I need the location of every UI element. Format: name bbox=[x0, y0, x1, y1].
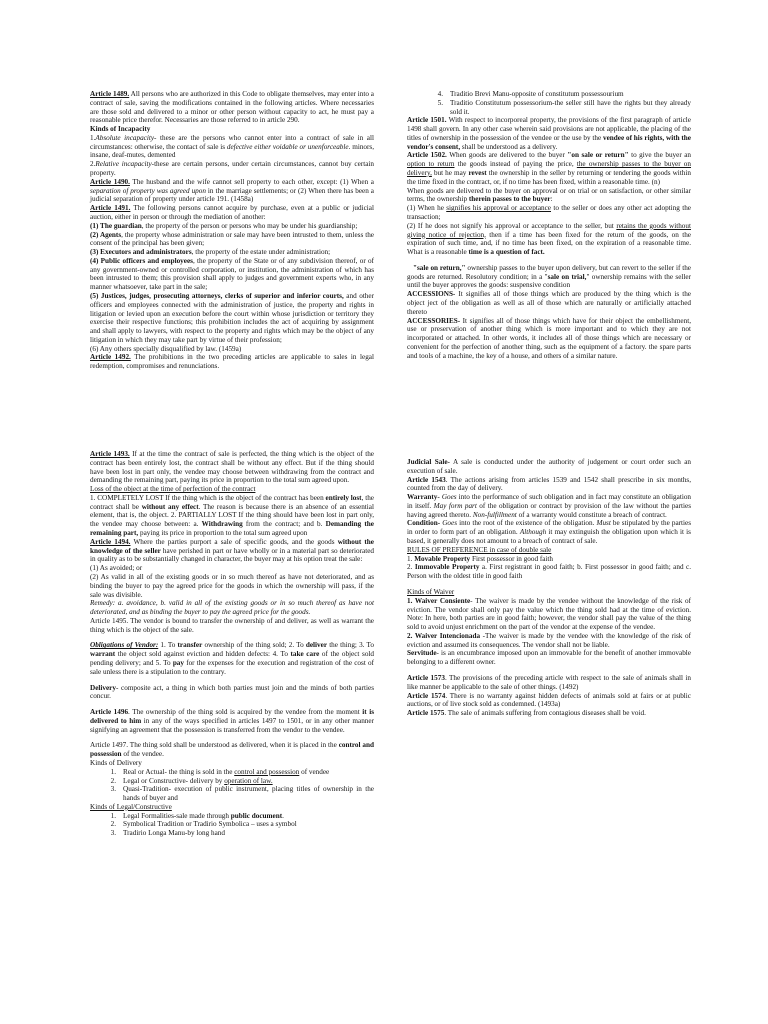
disqualified-public-officers: (4) Public officers and employees, the property of the State or of any subdivision thereof, or of any government-owned or controlled corporation, or institution, the administration of which has been intrusted to them; this provision shall apply to judges and government experts who, in any manner whatsoever, take part in the sale; bbox=[90, 256, 374, 292]
article-1493: Article 1493. If at the time the contract of sale is perfected, the thing which is the object of the contract has been entirely lost, the contract shall be without any effect. But if the thing should have been lost in part only, the vendee may choose between withdrawing from the contract and demanding the remaining part, paying its price in proportion to the total sum agreed upon. bbox=[90, 450, 374, 485]
list-item: 3. Quasi-Tradition- execution of public instrument, placing titles of ownership in the hands of buyer and bbox=[110, 785, 374, 803]
legal-kinds-list bbox=[90, 812, 374, 838]
immovable-property-rule: 2. Immovable Property a. First registrant in good faith; b. First possessor in good faith; and c. Person with the oldest title in good faith bbox=[407, 563, 691, 581]
article-1492: Article 1492. The prohibitions in the two preceding articles are applicable to sales in legal redemption, compromises and renunciations. bbox=[90, 353, 374, 371]
article-1491: Article 1491. The following persons cannot acquire by purchase, even at a public or judicial auction, either in person or through the mediation of another: bbox=[90, 204, 374, 221]
sale-on-return-note: "sale on return," ownership passes to the buyer upon delivery, but can revert to the seller if the goods are returned. Resolutory condition; in a "sale on trial," ownership remains with the seller until the buyer approves the goods: suspensive condition bbox=[407, 263, 691, 290]
articles-1493-1497-block bbox=[90, 450, 374, 838]
waiver-intencionada: 2. Waiver Intencionada -The waiver is made by the vendee with the knowledge of the risk of eviction and assumed its consequences. The vendor shall not be liable. bbox=[407, 631, 691, 649]
loss-rules: 1. COMPLETELY LOST If the thing which is the object of the contract has been entirely lost, the contract shall be without any effect. The reason is because there is an absence of an essential element, that is, the object. 2. PARTIALLY LOST If the thing should have been lost in part only, the vendee may choose between: a. Withdrawing from the contract; and b. Demanding the remaining part, paying its price in proportion to the total sum agreed upon bbox=[90, 493, 374, 538]
list-item: 4. Traditio Brevi Manu-opposite of constitutum possessourium bbox=[437, 90, 624, 98]
waiver-consiente: 1. Waiver Consiente- The waiver is made by the vendee without the knowledge of the risk of eviction. The vendor shall only pay the value which the thing sold had at the time of eviction. Note: In here, both parties are in good faith; however, the vendor shall pay the value of the thing sold to avoid unjust enrichment on the part of the vendor at the expense of the vendee. bbox=[407, 596, 691, 632]
list-item: 3. Tradirio Longa Manu-by long hand bbox=[110, 829, 225, 838]
disqualified-others: (6) Any others specially disqualified by law. (1459a) bbox=[90, 344, 242, 353]
sale-on-approval: When goods are delivered to the buyer on approval or on trial or on satisfaction, or other similar terms, the ownership therein passes to the buyer: bbox=[407, 186, 691, 204]
disqualified-justices: (5) Justices, judges, prosecuting attorneys, clerks of superior and inferior courts, and other officers and employees connected with the administration of justice, the property and rights in litigation or levied upon an execution before the court within whose jurisdiction or territory they exercise their respective functions; this prohibition includes the act of acquiring by assignment and shall apply to lawyers, with respect to the property and rights which may be the object of any litigation in which they may take part by virtue of their profession; bbox=[90, 291, 374, 344]
option-avoided: (1) As avoided; or bbox=[90, 564, 143, 573]
obligations-of-vendor: Obligations of Vendor: 1. To transfer ownership of the thing sold; 2. To deliver the thing; 3. To warrant the object sold against eviction and hidden defects: 4. To take care of the object sold pending delivery; and 5. To pay for the expenses for the execution and registration of the cost of sale unless there is a stipulation to the contrary. bbox=[90, 641, 375, 676]
delivery-definition: Delivery- composite act, a thing in which both parties must join and the minds of both parties concur. bbox=[90, 683, 374, 701]
remedy-note: Remedy: a. avoidance, b. valid in all of the existing goods or in so much thereof as have not deteriorated, and as binding the buyer to pay the agreed price for the goods. bbox=[90, 599, 374, 617]
list-item: 2. Legal or Constructive- delivery by operation of law. bbox=[110, 776, 273, 785]
article-1494: Article 1494. Where the parties purport a sale of specific goods, and the goods without the knowledge of the seller have perished in part or have wholly or in a material part so deteriorated in quality as to be substantially changed in character, the buyer may at his option treat the sale: bbox=[90, 537, 374, 564]
article-1573: Article 1573. The provisions of the preceding article with respect to the sale of animals shall in like manner be applicable to the sale of other things. (1492) bbox=[407, 673, 691, 691]
kinds-of-incapacity-heading: Kinds of Incapacity bbox=[90, 125, 151, 134]
list-item: 2. Symbolical Tradition or Tradirio Symbolica – uses a symbol bbox=[110, 820, 297, 829]
articles-1543-1575-block bbox=[407, 458, 691, 718]
disqualified-agents: (2) Agents, the property whose administration or sale may have been intrusted to them, unless the consent of the principal has been given; bbox=[90, 230, 374, 248]
article-1575: Article 1575. The sale of animals suffering from contagious diseases shall be void. bbox=[407, 709, 646, 718]
article-1497: Article 1497. The thing sold shall be understood as delivered, when it is placed in the control and possession of the vendee. bbox=[90, 741, 375, 759]
article-1574: Article 1574. There is no warranty against hidden defects of animals sold at fairs or at public auctions, or of live stock sold as condemned. (1493a) bbox=[407, 691, 691, 709]
kinds-of-waiver-heading: Kinds of Waiver bbox=[407, 587, 455, 596]
movable-property-rule: 1. Movable Property First possessor in good faith bbox=[407, 554, 554, 563]
article-1490: Article 1490. The husband and the wife cannot sell property to each other, except: (1) When a separation of property was agreed upon in the marriage settlements; or (2) When there has been a judicial separation of property under article 191. (1458a) bbox=[90, 177, 374, 204]
condition-definition: Condition- Goes into the root of the existence of the obligation. Must be stipulated by the parties in order to form part of an obligation. Although it may extinguish the obligation upon which it is based, it generally does not amount to a breach of contract of sale. bbox=[407, 519, 692, 546]
list-item: 5. Traditio Constitutum possessorium-the seller still have the rights but they already sold it. bbox=[437, 98, 691, 116]
loss-of-object-heading: Loss of the object at the time of perfection of the contract bbox=[90, 485, 256, 494]
disqualified-guardian: (1) The guardian, the property of the person or persons who may be under his guardianship; bbox=[90, 221, 358, 230]
articles-1501-1502-block bbox=[407, 90, 691, 360]
kinds-of-legal-heading: Kinds of Legal/Constructive bbox=[90, 802, 172, 811]
traditio-list bbox=[407, 90, 691, 116]
article-1489: Article 1489. All persons who are authorized in this Code to obligate themselves, may enter into a contract of sale, saving the modifications contained in the following articles. Where necessaries are those sold and delivered to a minor or other person without capacity to act, he must pay a reasonable price therefor. Necessaries are those referred to in article 290. bbox=[90, 90, 374, 125]
kinds-of-delivery-heading: Kinds of Delivery bbox=[90, 759, 142, 767]
list-item: 1. Real or Actual- the thing is sold in the control and possession of vendee bbox=[110, 767, 330, 776]
warranty-definition: Warranty- Goes into the performance of such obligation and in fact may constitute an obligation in itself. May form part of the obligation or contract by provision of the law without the parties having agreed thereto. Non-fulfillment of a warranty would constitute a breach of contract. bbox=[407, 493, 692, 519]
accessories-definition: ACCESSORIES- It signifies all of those things which have for their object the embellishment, use or preservation of another thing which is more important and to which they are not incorporated or attached. In other words, it includes all of those things which are necessary or convenient for the perfection of another thing, such as the equipment of a factory. the spare parts and tools of a machine, the key of a house, and others of a similar nature. bbox=[407, 316, 691, 360]
approval-rule-2: (2) If he does not signify his approval or acceptance to the seller, but retains the goods without giving notice of rejection, then if a time has been fixed for the return of the goods, on the expiration of such time, and, if no time has been fixed, on the expiration of a reasonable time. What is a reasonable time is a question of fact. bbox=[407, 221, 691, 257]
article-1543: Article 1543. The actions arising from articles 1539 and 1542 shall prescribe in six months, counted from the day of delivery. bbox=[407, 475, 692, 493]
option-valid: (2) As valid in all of the existing goods or in so much thereof as have not deteriorated, and as binding the buyer to pay the agreed price for the goods in which the ownership will pass, if the sale was divisible. bbox=[90, 572, 374, 599]
absolute-incapacity: 1.Absolute incapacity- these are the persons who cannot enter into a contract of sale in all circumstances: otherwise, the contact of sale is defective either voidable or unenforceable. minors, insane, deaf-mutes, demented bbox=[90, 133, 375, 160]
rules-of-preference-heading: RULES OF PREFERENCE in case of double sale bbox=[407, 545, 552, 554]
articles-1489-1492-block bbox=[90, 90, 374, 371]
article-1501: Article 1501. With respect to incorporeal property, the provisions of the first paragraph of article 1498 shall govern. In any other case wherein said provisions are not applicable, the placing of the titles of ownership in the possession of the vendee or the use by the vendee of his rights, with the vendor's consent, shall be understood as a delivery. bbox=[407, 116, 691, 151]
article-1495: Article 1495. The vendor is bound to transfer the ownership of and deliver, as well as warrant the thing which is the object of the sale. bbox=[90, 616, 374, 634]
list-item: 1. Legal Formalities-sale made through public document. bbox=[110, 811, 284, 820]
disqualified-executors: (3) Executors and administrators, the property of the estate under administration; bbox=[90, 248, 331, 257]
article-1502: Article 1502. When goods are delivered to the buyer "on sale or return" to give the buyer an option to return the goods instead of paying the price, the ownership passes to the buyer on delivery, but he may revest the ownership in the seller by returning or tendering the goods within the time fixed in the contract, or, if no time has been fixed, within a reasonable time. (n) bbox=[407, 151, 692, 186]
delivery-kinds-list bbox=[90, 768, 374, 803]
judicial-sale: Judicial Sale- A sale is conducted under the authority of judgement or court order such an execution of sale. bbox=[407, 458, 691, 475]
approval-rule-1: (1) When he signifies his approval or acceptance to the seller or does any other act adopting the transaction; bbox=[407, 204, 691, 221]
accessions-definition: ACCESSIONS- It signifies all of those things which are produced by the thing which is the object ject of the obligation as well as all of those which are naturally or artificially attached thereto bbox=[407, 290, 691, 316]
relative-incapacity: 2.Relative incapacity-these are certain persons, under certain circumstances, cannot buy certain property. bbox=[90, 160, 374, 178]
article-1496: Article 1496. The ownership of the thing sold is acquired by the vendee from the moment it is delivered to him in any of the ways specified in articles 1497 to 1501, or in any other manner signifying an agreement that the possession is transferred from the vendor to the vendee. bbox=[90, 708, 374, 734]
servitude-definition: Servitude- is an encumbrance imposed upon an immovable for the benefit of another immovable belonging to a different owner. bbox=[407, 649, 691, 667]
